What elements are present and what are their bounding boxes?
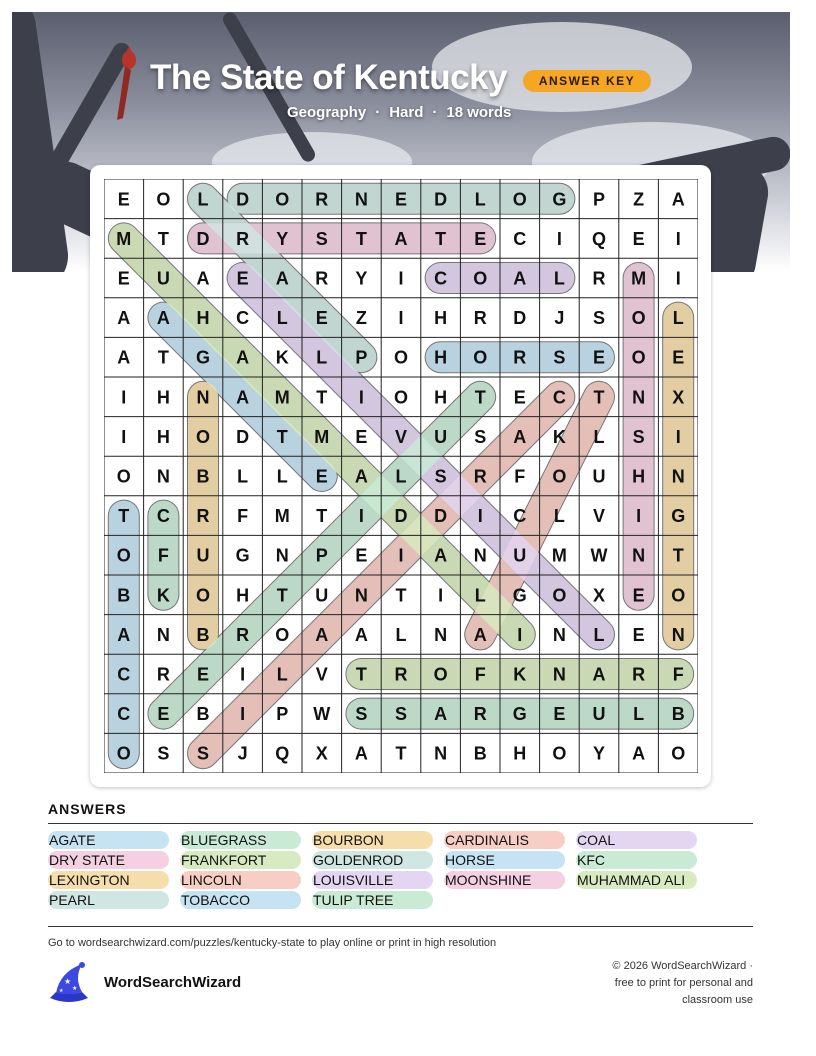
grid-letter[interactable]: V — [315, 664, 328, 685]
grid-letter[interactable]: P — [355, 347, 368, 368]
grid-letter[interactable]: T — [435, 228, 447, 249]
grid-letter[interactable]: K — [513, 664, 527, 685]
grid-letter[interactable]: K — [275, 347, 289, 368]
grid-letter[interactable]: A — [117, 347, 131, 368]
answer-item: MOONSHINE — [444, 871, 565, 889]
grid-letter[interactable]: A — [632, 743, 646, 764]
grid-letter[interactable]: I — [556, 228, 562, 249]
grid-letter[interactable]: I — [398, 268, 404, 289]
grid-letter[interactable]: U — [592, 704, 606, 725]
grid-letter[interactable]: R — [196, 506, 210, 527]
grid-letter[interactable]: A — [354, 743, 368, 764]
grid-letter[interactable]: N — [552, 664, 566, 685]
grid-letter[interactable]: P — [276, 704, 289, 725]
grid-letter[interactable]: E — [553, 704, 566, 725]
grid-letter[interactable]: H — [236, 585, 250, 606]
grid-letter[interactable]: I — [675, 228, 681, 249]
grid-letter[interactable]: X — [315, 743, 328, 764]
word-count-label: 18 words — [446, 104, 512, 121]
grid-letter[interactable]: N — [196, 387, 210, 408]
grid-letter[interactable]: L — [553, 268, 565, 289]
grid-letter[interactable]: H — [632, 466, 646, 487]
svg-text:★: ★ — [72, 986, 78, 992]
grid-letter[interactable]: T — [395, 743, 407, 764]
grid-letter[interactable]: E — [117, 189, 130, 210]
grid-letter[interactable]: Y — [592, 743, 606, 764]
grid-letter[interactable]: O — [195, 426, 211, 447]
grid-letter[interactable]: T — [316, 506, 328, 527]
grid-letter[interactable]: Z — [633, 189, 645, 210]
grid-letter[interactable]: O — [631, 308, 646, 329]
grid-letter[interactable]: N — [552, 624, 566, 645]
grid-letter[interactable]: O — [116, 545, 131, 566]
grid-letter[interactable]: L — [474, 585, 486, 606]
grid-letter[interactable]: B — [196, 704, 210, 725]
grid-letter[interactable]: O — [275, 624, 290, 645]
grid-letter[interactable]: A — [117, 624, 131, 645]
grid-letter[interactable]: W — [313, 704, 331, 725]
answer-key-badge: ANSWER KEY — [523, 70, 651, 92]
answers-heading: ANSWERS — [48, 801, 127, 817]
grid-letter[interactable]: H — [434, 387, 448, 408]
grid-letter[interactable]: E — [117, 268, 130, 289]
grid-letter[interactable]: K — [156, 585, 170, 606]
grid-letter[interactable]: B — [671, 704, 685, 725]
grid-letter[interactable]: M — [274, 387, 290, 408]
grid-letter[interactable]: Q — [275, 743, 290, 764]
grid-letter[interactable]: F — [474, 664, 486, 685]
answer-item: GOLDENROD — [312, 851, 433, 869]
grid-letter[interactable]: E — [315, 308, 328, 329]
grid-letter[interactable]: C — [236, 308, 250, 329]
grid-letter[interactable]: N — [434, 743, 448, 764]
grid-letter[interactable]: C — [513, 506, 527, 527]
grid-letter[interactable]: R — [156, 664, 170, 685]
grid-letter[interactable]: D — [394, 506, 408, 527]
grid-letter[interactable]: L — [237, 466, 249, 487]
grid-letter[interactable]: O — [671, 743, 686, 764]
grid-letter[interactable]: T — [157, 228, 169, 249]
grid-letter[interactable]: R — [315, 268, 329, 289]
grid-letter[interactable]: O — [433, 664, 448, 685]
grid-letter[interactable]: C — [434, 268, 448, 289]
answer-item: TOBACCO — [180, 891, 301, 909]
grid-letter[interactable]: T — [157, 347, 169, 368]
grid-letter[interactable]: I — [477, 506, 483, 527]
grid-letter[interactable]: L — [276, 664, 288, 685]
grid-letter[interactable]: R — [394, 664, 408, 685]
answer-item: PEARL — [48, 891, 169, 909]
grid-letter[interactable]: B — [473, 743, 487, 764]
grid-letter[interactable]: A — [156, 308, 170, 329]
wizard-hat-icon — [46, 962, 92, 1006]
grid-letter[interactable]: D — [196, 228, 210, 249]
grid-letter[interactable]: S — [553, 347, 566, 368]
grid-letter[interactable]: E — [236, 268, 249, 289]
grid-letter[interactable]: E — [672, 347, 685, 368]
grid-letter[interactable]: D — [236, 189, 250, 210]
grid-letter[interactable]: O — [552, 466, 567, 487]
grid-letter[interactable]: O — [156, 189, 171, 210]
grid-letter[interactable]: E — [592, 347, 606, 368]
grid-letter[interactable]: E — [394, 189, 408, 210]
grid-letter[interactable]: L — [633, 704, 645, 725]
grid-letter[interactable]: U — [434, 426, 448, 447]
grid-letter[interactable]: B — [117, 585, 131, 606]
grid-letter[interactable]: F — [157, 545, 169, 566]
grid-letter[interactable]: A — [513, 268, 527, 289]
grid-letter[interactable]: N — [275, 545, 289, 566]
grid-letter[interactable]: L — [474, 189, 486, 210]
svg-text:★: ★ — [64, 977, 72, 986]
grid-letter[interactable]: T — [276, 585, 288, 606]
answer-item: MUHAMMAD ALI — [576, 871, 697, 889]
grid-letter[interactable]: O — [552, 743, 567, 764]
grid-letter[interactable]: A — [473, 624, 487, 645]
grid-letter[interactable]: G — [235, 545, 250, 566]
grid-letter[interactable]: U — [156, 268, 170, 289]
grid-letter[interactable]: G — [195, 347, 211, 368]
grid-letter[interactable]: O — [671, 585, 686, 606]
grid-letter[interactable]: H — [156, 426, 170, 447]
copyright-notice — [553, 958, 753, 1009]
grid-letter[interactable]: U — [315, 585, 329, 606]
grid-letter[interactable]: M — [274, 506, 290, 527]
grid-letter[interactable]: O — [631, 347, 646, 368]
puzzle-meta — [287, 104, 511, 121]
grid-letter[interactable]: I — [121, 426, 127, 447]
grid-letter[interactable]: A — [434, 545, 448, 566]
grid-letter[interactable]: H — [156, 387, 170, 408]
grid-letter[interactable]: O — [116, 466, 131, 487]
answer-item: LINCOLN — [180, 871, 301, 889]
grid-letter[interactable]: Q — [591, 228, 607, 249]
grid-letter[interactable]: Z — [355, 308, 367, 329]
grid-letter[interactable]: A — [196, 268, 210, 289]
grid-letter[interactable]: S — [632, 426, 645, 447]
grid-letter[interactable]: X — [592, 585, 606, 606]
grid-letter[interactable]: T — [316, 387, 328, 408]
grid-letter[interactable]: F — [237, 506, 249, 527]
grid-letter[interactable]: A — [513, 426, 527, 447]
grid-letter[interactable]: S — [157, 743, 170, 764]
letter-layer — [116, 189, 685, 763]
grid-letter[interactable]: I — [240, 704, 246, 725]
grid-letter[interactable]: A — [394, 228, 408, 249]
grid-letter[interactable]: C — [117, 704, 131, 725]
grid-letter[interactable]: A — [354, 466, 368, 487]
grid-letter[interactable]: Y — [355, 268, 368, 289]
grid-letter[interactable]: I — [358, 506, 364, 527]
grid-letter[interactable]: I — [636, 506, 642, 527]
grid-letter[interactable]: H — [513, 743, 527, 764]
grid-letter[interactable]: P — [315, 545, 328, 566]
category-label: Geography — [287, 104, 367, 121]
grid-letter[interactable]: S — [196, 743, 210, 764]
grid-letter[interactable]: K — [552, 426, 566, 447]
grid-letter[interactable]: T — [593, 387, 605, 408]
grid-letter[interactable]: B — [196, 466, 210, 487]
grid-letter[interactable]: A — [592, 664, 606, 685]
grid-letter[interactable]: D — [434, 506, 448, 527]
grid-letter[interactable]: L — [395, 466, 407, 487]
grid-letter[interactable]: A — [434, 704, 448, 725]
grid-letter[interactable]: L — [593, 426, 605, 447]
grid-letter[interactable]: T — [276, 426, 288, 447]
grid-letter[interactable]: R — [632, 664, 646, 685]
grid-letter[interactable]: J — [554, 308, 565, 329]
grid-letter[interactable]: E — [632, 624, 645, 645]
grid-letter[interactable]: N — [156, 466, 170, 487]
grid-letter[interactable]: N — [671, 466, 685, 487]
grid-letter[interactable]: H — [196, 308, 210, 329]
grid-letter[interactable]: E — [632, 228, 645, 249]
grid-letter[interactable]: I — [438, 585, 444, 606]
difficulty-label: Hard — [389, 104, 424, 121]
grid-letter[interactable]: A — [275, 268, 289, 289]
grid-letter[interactable]: A — [315, 624, 329, 645]
answer-item: KFC — [576, 851, 697, 869]
grid-letter[interactable]: A — [236, 347, 250, 368]
grid-letter[interactable]: R — [592, 268, 606, 289]
answer-item: AGATE — [48, 831, 169, 849]
grid-letter[interactable]: M — [116, 228, 132, 249]
grid-letter[interactable]: F — [672, 664, 684, 685]
grid-letter[interactable]: T — [395, 585, 407, 606]
svg-text:★: ★ — [59, 988, 64, 994]
grid-letter[interactable]: V — [592, 506, 606, 527]
meta-separator: · — [375, 104, 381, 121]
grid-letter[interactable]: O — [275, 189, 290, 210]
grid-letter[interactable]: L — [553, 506, 565, 527]
grid-letter[interactable]: B — [196, 624, 210, 645]
grid-letter[interactable]: O — [473, 268, 488, 289]
grid-letter[interactable]: U — [513, 545, 527, 566]
grid-letter[interactable]: L — [197, 189, 209, 210]
grid-letter[interactable]: G — [671, 506, 686, 527]
grid-letter[interactable]: L — [395, 624, 407, 645]
grid-letter[interactable]: P — [592, 189, 606, 210]
answer-item: BOURBON — [312, 831, 433, 849]
play-online-link[interactable]: Go to wordsearchwizard.com/puzzles/kentucky-state to play online or print in high resolution — [48, 937, 497, 949]
answer-item: FRANKFORT — [180, 851, 301, 869]
grid-letter[interactable]: E — [513, 387, 526, 408]
copyright-line: classroom use — [682, 994, 753, 1006]
grid-letter[interactable]: U — [592, 466, 606, 487]
grid-letter[interactable]: E — [474, 228, 487, 249]
copyright-line: free to print for personal and — [614, 977, 753, 989]
answer-item: TULIP TREE — [312, 891, 433, 909]
answer-item: CARDINALIS — [444, 831, 565, 849]
meta-separator: · — [432, 104, 438, 121]
answer-item: HORSE — [444, 851, 565, 869]
letter-grid — [104, 179, 698, 773]
grid-letter[interactable]: I — [358, 387, 364, 408]
grid-letter[interactable]: O — [195, 585, 211, 606]
grid-letter[interactable]: S — [592, 308, 606, 329]
answer-item: LOUISVILLE — [312, 871, 433, 889]
grid-letter[interactable]: N — [632, 545, 646, 566]
grid-letter[interactable]: O — [393, 387, 409, 408]
grid-letter[interactable]: H — [434, 308, 448, 329]
grid-letter[interactable]: O — [512, 189, 527, 210]
grid-letter[interactable]: N — [434, 624, 448, 645]
grid-letter[interactable]: R — [236, 228, 250, 249]
grid-letter[interactable]: E — [315, 466, 328, 487]
grid-letter[interactable]: I — [121, 387, 127, 408]
grid-letter[interactable]: S — [434, 466, 447, 487]
grid-letter[interactable]: I — [240, 664, 246, 685]
grid-letter[interactable]: O — [116, 743, 131, 764]
grid-letter[interactable]: A — [236, 387, 250, 408]
grid-letter[interactable]: O — [393, 347, 409, 368]
grid-letter[interactable]: F — [514, 466, 526, 487]
grid-letter[interactable]: T — [672, 545, 684, 566]
grid-letter[interactable]: G — [512, 704, 527, 725]
copyright-line: © 2026 WordSearchWizard · — [612, 960, 753, 972]
grid-letter[interactable]: C — [552, 387, 566, 408]
grid-letter[interactable]: L — [276, 466, 288, 487]
grid-letter[interactable]: E — [632, 585, 645, 606]
grid-letter[interactable]: J — [237, 743, 248, 764]
grid-letter[interactable]: C — [513, 228, 527, 249]
grid-letter[interactable]: L — [316, 347, 328, 368]
grid-letter[interactable]: R — [315, 189, 329, 210]
grid-letter[interactable]: S — [474, 426, 487, 447]
grid-letter[interactable]: T — [355, 664, 367, 685]
grid-letter[interactable]: I — [675, 426, 681, 447]
grid-letter[interactable]: S — [315, 228, 328, 249]
grid-letter[interactable]: T — [355, 228, 367, 249]
grid-letter[interactable]: S — [355, 704, 368, 725]
grid-letter[interactable]: N — [632, 387, 646, 408]
grid-letter[interactable]: L — [672, 308, 684, 329]
grid-letter[interactable]: D — [513, 308, 527, 329]
grid-letter[interactable]: G — [512, 585, 527, 606]
grid-letter[interactable]: E — [196, 664, 210, 685]
grid-letter[interactable]: Y — [276, 228, 289, 249]
grid-letter[interactable]: I — [675, 268, 681, 289]
grid-letter[interactable]: E — [355, 545, 368, 566]
grid-letter[interactable]: X — [672, 387, 685, 408]
grid-letter[interactable]: I — [398, 545, 404, 566]
grid-letter[interactable]: T — [474, 387, 486, 408]
brand-name: WordSearchWizard — [104, 974, 242, 991]
grid-letter[interactable]: U — [196, 545, 210, 566]
grid-letter[interactable]: T — [118, 506, 130, 527]
grid-letter[interactable]: I — [517, 624, 523, 645]
page-title: The State of Kentucky — [150, 58, 508, 97]
grid-letter[interactable]: N — [354, 585, 368, 606]
grid-letter[interactable]: R — [513, 347, 527, 368]
grid-letter[interactable]: M — [631, 268, 647, 289]
grid-letter[interactable]: D — [236, 426, 250, 447]
answer-item: BLUEGRASS — [180, 831, 301, 849]
grid-letter[interactable]: R — [473, 466, 487, 487]
grid-letter[interactable]: R — [236, 624, 250, 645]
grid-letter[interactable]: N — [671, 624, 685, 645]
grid-letter[interactable]: D — [434, 189, 448, 210]
grid-letter[interactable]: W — [590, 545, 608, 566]
answer-item: LEXINGTON — [48, 871, 169, 889]
grid-letter[interactable]: L — [276, 308, 288, 329]
answer-item: COAL — [576, 831, 697, 849]
grid-letter[interactable]: H — [434, 347, 448, 368]
grid-letter[interactable]: C — [117, 664, 131, 685]
grid-letter[interactable]: V — [394, 426, 408, 447]
grid-letter[interactable]: C — [156, 506, 170, 527]
grid-letter[interactable]: G — [552, 189, 567, 210]
grid-letter[interactable]: A — [354, 624, 368, 645]
grid-letter[interactable]: N — [156, 624, 170, 645]
grid-letter[interactable]: O — [473, 347, 488, 368]
grid-letter[interactable]: R — [473, 704, 487, 725]
grid-letter[interactable]: E — [157, 704, 170, 725]
grid-letter[interactable]: N — [354, 189, 368, 210]
grid-letter[interactable]: M — [551, 545, 567, 566]
grid-letter[interactable]: A — [671, 189, 685, 210]
grid-letter[interactable]: L — [593, 624, 605, 645]
grid-letter[interactable]: E — [355, 426, 368, 447]
grid-letter[interactable]: I — [398, 308, 404, 329]
grid-letter[interactable]: M — [314, 426, 330, 447]
answer-item: DRY STATE — [48, 851, 169, 869]
grid-letter[interactable]: O — [552, 585, 567, 606]
cardinal-icon — [115, 42, 137, 122]
grid-letter[interactable]: A — [117, 308, 131, 329]
answers-divider — [48, 823, 753, 824]
grid-letter[interactable]: S — [394, 704, 408, 725]
grid-letter[interactable]: N — [473, 545, 487, 566]
footer-divider — [48, 926, 753, 927]
grid-letter[interactable]: R — [473, 308, 487, 329]
